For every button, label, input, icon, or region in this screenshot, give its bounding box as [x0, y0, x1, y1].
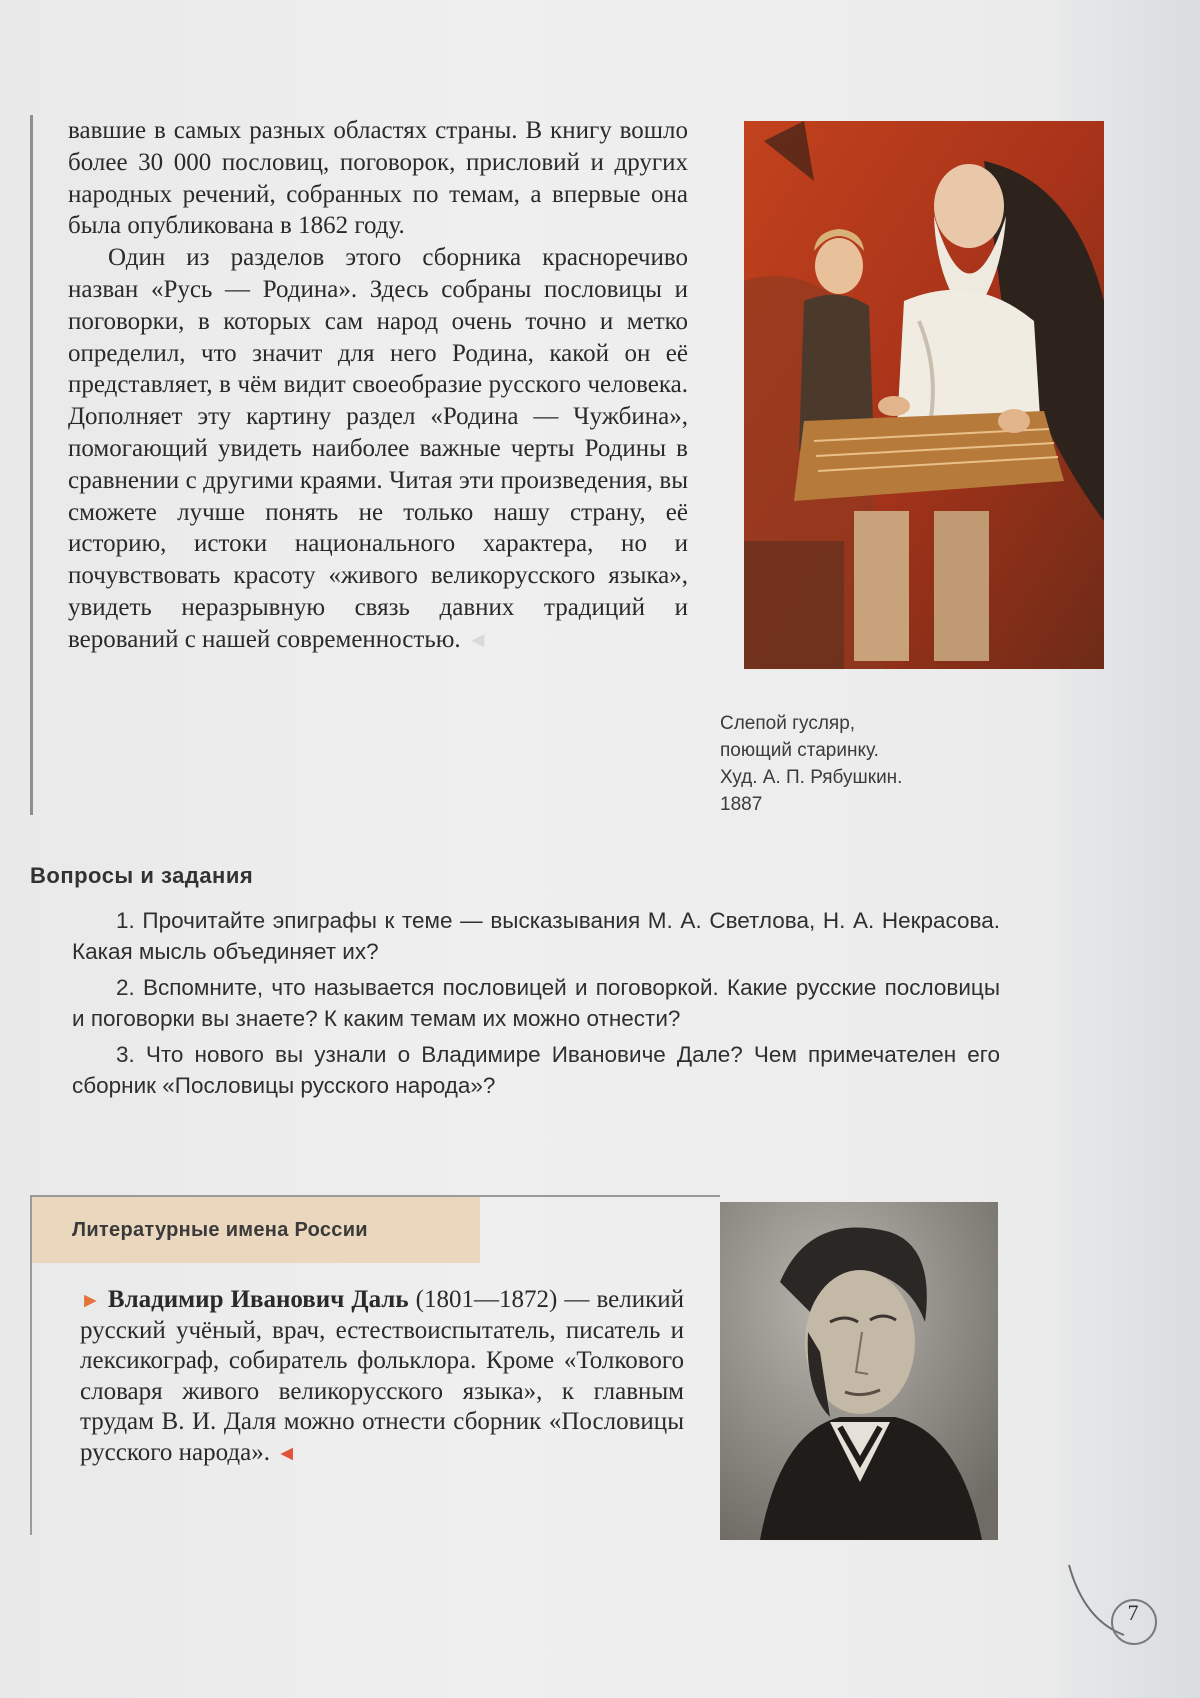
intro-paragraph-1: вавшие в самых разных областях страны. В книгу вошло более 30 000 пословиц, поговорок, присловий и других народных речений, собранных по темам, а впервые она была опубликована в 1862 году.	[68, 117, 688, 240]
arrow-right-icon: ►	[80, 1288, 101, 1312]
dal-portrait-image	[720, 1202, 998, 1540]
questions-heading: Вопросы и задания	[30, 863, 254, 888]
dal-portrait-illustration	[720, 1202, 998, 1540]
intro-paragraph-2	[68, 242, 688, 655]
painting-caption	[720, 710, 1020, 818]
dal-biography-text: (1801—1872) — великий русский учёный, врач, естествоиспытатель, писатель и лексикограф, собиратель фольклора. Кроме «Толкового словаря живого великорусского языка», к главным трудам В. И. Даля можно отнести сборник «Пословицы русского народа».	[80, 1286, 684, 1466]
literary-names-tab-label: Литературные имена России	[72, 1219, 368, 1241]
caption-line-2: поющий старинку.	[720, 740, 879, 761]
intro-paragraph-2-text: Один из разделов этого сборника красноречиво назван «Русь — Родина». Здесь собраны пословицы и поговорки, в которых сам народ очень точно и метко определил, что значит для него Родина, какой он её представляет, в чём видит своеобразие русского человека. Дополняет эту картину раздел «Родина — Чужбина», помогающий увидеть наиболее важные черты Родины в сравнении с другими краями. Читая эти произведения, вы сможете лучше понять не только нашу страну, её историю, истоки национального характера, но и почувствовать красоту «живого великорусского языка», увидеть неразрывную связь давних традиций и верований с нашей современностью.	[68, 244, 688, 653]
caption-line-4: 1887	[720, 794, 763, 815]
dal-biography	[80, 1285, 684, 1469]
painting-illustration	[744, 121, 1104, 669]
painting-image	[744, 121, 1104, 669]
caption-line-1: Слепой гусляр,	[720, 713, 856, 734]
back-arrow-icon: ◄	[466, 626, 489, 652]
intro-text	[68, 115, 688, 656]
question-item: 2. Вспомните, что называется пословицей и поговоркой. Какие русские пословицы и поговорки вы знаете? К каким темам их можно отнести?	[72, 975, 1000, 1031]
arrow-left-icon: ◄	[276, 1440, 297, 1465]
questions-list	[72, 906, 1000, 1107]
literary-names-tab	[32, 1197, 480, 1263]
page-number: 7	[1127, 1600, 1139, 1625]
dal-name: Владимир Иванович Даль	[107, 1286, 409, 1313]
question-item: 3. Что нового вы узнали о Владимире Ивановиче Дале? Чем примечателен его сборник «Пословицы русского народа»?	[72, 1042, 1000, 1098]
question-item: 1. Прочитайте эпиграфы к теме — высказывания М. А. Светлова, Н. А. Некрасова. Какая мысль объединяет их?	[72, 908, 1000, 964]
intro-side-rule	[30, 115, 33, 815]
caption-line-3: Худ. А. П. Рябушкин.	[720, 767, 903, 788]
